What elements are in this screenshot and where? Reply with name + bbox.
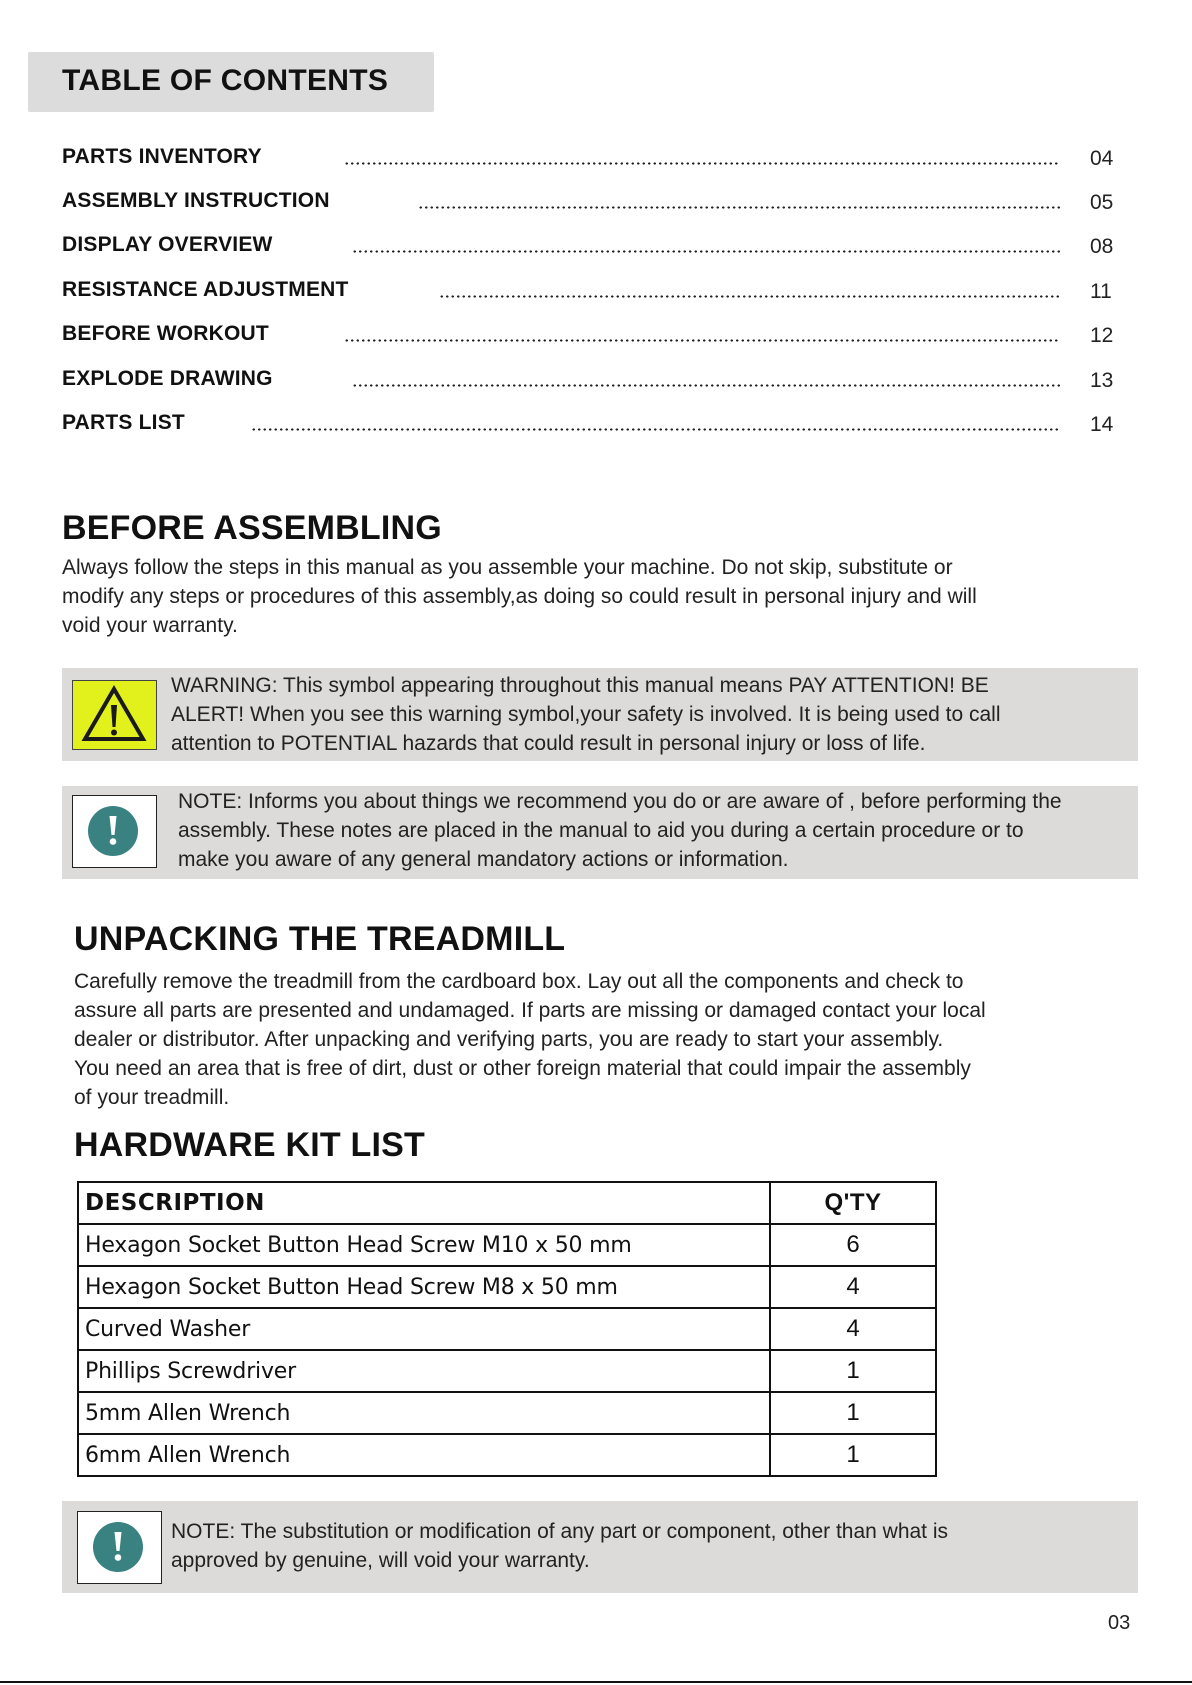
warranty-note-callout <box>62 1501 1138 1593</box>
toc-item-page: 12 <box>1090 324 1114 347</box>
cell-qty: 4 <box>770 1308 936 1350</box>
cell-qty: 1 <box>770 1350 936 1392</box>
text-line: approved by genuine, will void your warranty. <box>171 1549 590 1572</box>
toc-item-explode-drawing[interactable] <box>62 367 1142 397</box>
cell-description: Phillips Screwdriver <box>78 1350 770 1392</box>
page-bottom-rule <box>0 1681 1192 1683</box>
note-text <box>178 787 1062 874</box>
toc-dot-leader <box>439 295 1060 298</box>
toc-dot-leader <box>344 162 1060 165</box>
toc-item-label: ASSEMBLY INSTRUCTION <box>62 189 330 212</box>
unpacking-text <box>74 967 986 1112</box>
warning-text <box>171 671 1001 758</box>
text-line: WARNING: This symbol appearing throughout this manual means PAY ATTENTION! BE <box>171 674 989 697</box>
table-row <box>78 1224 936 1266</box>
cell-qty: 1 <box>770 1392 936 1434</box>
text-line: make you aware of any general mandatory actions or information. <box>178 848 789 871</box>
toc-item-page: 13 <box>1090 369 1114 392</box>
table-row <box>78 1266 936 1308</box>
toc-item-before-workout[interactable] <box>62 322 1142 352</box>
unpacking-heading: UNPACKING THE TREADMILL <box>74 920 566 958</box>
cell-qty: 1 <box>770 1434 936 1476</box>
text-line: void your warranty. <box>62 614 238 637</box>
toc-item-page: 05 <box>1090 191 1114 214</box>
table-row <box>78 1434 936 1476</box>
toc-item-label: BEFORE WORKOUT <box>62 322 269 345</box>
toc-item-label: EXPLODE DRAWING <box>62 367 273 390</box>
toc-dot-leader <box>251 428 1060 431</box>
table-row <box>78 1308 936 1350</box>
toc-dot-leader <box>352 250 1060 253</box>
text-line: of your treadmill. <box>74 1086 230 1109</box>
toc-item-page: 14 <box>1090 413 1114 436</box>
before-assembling-text <box>62 553 977 640</box>
toc-item-parts-list[interactable] <box>62 411 1142 441</box>
toc-item-page: 11 <box>1090 280 1112 303</box>
warning-callout <box>62 668 1138 761</box>
toc-item-parts-inventory[interactable] <box>62 145 1142 175</box>
table-header-row <box>78 1182 936 1224</box>
text-line: Carefully remove the treadmill from the cardboard box. Lay out all the components and check to <box>74 970 964 993</box>
cell-description: Hexagon Socket Button Head Screw M10 x 50 mm <box>78 1224 770 1266</box>
text-line: modify any steps or procedures of this assembly,as doing so could result in personal injury and will <box>62 585 977 608</box>
text-line: NOTE: Informs you about things we recommend you do or are aware of , before performing the <box>178 790 1062 813</box>
toc-title: TABLE OF CONTENTS <box>62 64 389 97</box>
toc-dot-leader <box>352 384 1060 387</box>
hardware-kit-heading: HARDWARE KIT LIST <box>74 1126 425 1164</box>
note-callout <box>62 786 1138 879</box>
table-row <box>78 1350 936 1392</box>
text-line: attention to POTENTIAL hazards that could result in personal injury or loss of life. <box>171 732 926 755</box>
text-line: Always follow the steps in this manual as you assemble your machine. Do not skip, substitute or <box>62 556 953 579</box>
toc-header-box <box>28 52 434 112</box>
cell-description: 6mm Allen Wrench <box>78 1434 770 1476</box>
text-line: assembly. These notes are placed in the manual to aid you during a certain procedure or to <box>178 819 1024 842</box>
column-header-qty: Q'TY <box>770 1182 936 1224</box>
toc-item-resistance-adjustment[interactable] <box>62 278 1142 308</box>
page-number: 03 <box>1108 1612 1131 1634</box>
text-line: NOTE: The substitution or modification of any part or component, other than what is <box>171 1520 949 1543</box>
table-row <box>78 1392 936 1434</box>
text-line: ALERT! When you see this warning symbol,your safety is involved. It is being used to call <box>171 703 1001 726</box>
exclamation-circle-icon <box>72 795 157 868</box>
text-line: You need an area that is free of dirt, dust or other foreign material that could impair the assembly <box>74 1057 971 1080</box>
toc-item-label: RESISTANCE ADJUSTMENT <box>62 278 349 301</box>
hardware-kit-table <box>77 1181 937 1477</box>
cell-qty: 4 <box>770 1266 936 1308</box>
toc-item-page: 04 <box>1090 147 1114 170</box>
toc-item-label: PARTS INVENTORY <box>62 145 262 168</box>
cell-description: Curved Washer <box>78 1308 770 1350</box>
text-line: dealer or distributor. After unpacking and verifying parts, you are ready to start your assembly. <box>74 1028 944 1051</box>
exclamation-circle-icon <box>77 1511 162 1584</box>
toc-dot-leader <box>418 206 1060 209</box>
toc-item-assembly-instruction[interactable] <box>62 189 1142 219</box>
column-header-description: DESCRIPTION <box>78 1182 770 1224</box>
toc-dot-leader <box>344 339 1060 342</box>
toc-item-display-overview[interactable] <box>62 233 1142 263</box>
toc-item-page: 08 <box>1090 235 1114 258</box>
cell-description: Hexagon Socket Button Head Screw M8 x 50 mm <box>78 1266 770 1308</box>
cell-description: 5mm Allen Wrench <box>78 1392 770 1434</box>
toc-item-label: PARTS LIST <box>62 411 185 434</box>
toc-item-label: DISPLAY OVERVIEW <box>62 233 273 256</box>
warranty-note-text <box>171 1517 948 1575</box>
warning-triangle-icon <box>72 680 157 750</box>
before-assembling-heading: BEFORE ASSEMBLING <box>62 509 442 547</box>
text-line: assure all parts are presented and undamaged. If parts are missing or damaged contact your local <box>74 999 986 1022</box>
cell-qty: 6 <box>770 1224 936 1266</box>
